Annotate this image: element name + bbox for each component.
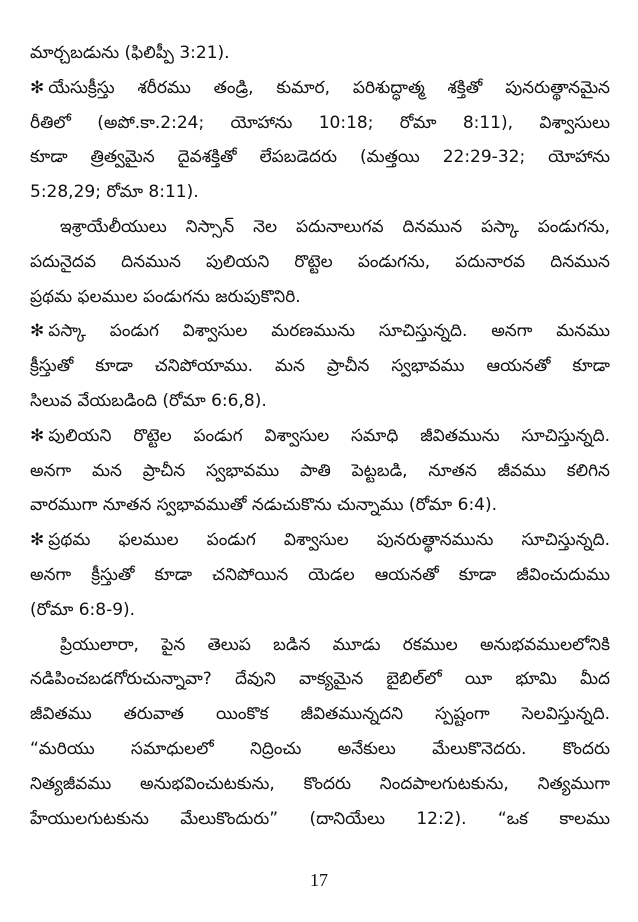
text-line: నిత్యజీవము అనుభవించుటకును, కొందరు నిందపాలగుటకును, నిత్యముగా xyxy=(30,773,610,794)
document-body xyxy=(30,36,610,836)
text-line: పులియని రొట్టెల పండుగ విశ్వాసుల సమాధి జీవితమును సూచిస్తున్నది. xyxy=(48,425,610,446)
text-line: ప్రథమ ఫలముల పండుగ విశ్వాసుల పునరుత్థానమును సూచిస్తున్నది. xyxy=(48,530,610,551)
text-line: అనగా మన ప్రాచీన స్వభావము పాతి పెట్టబడి, నూతన జీవము కలిగిన xyxy=(30,460,610,481)
text-line: అనగా క్రీస్తుతో కూడా చనిపోయిన యెడల ఆయనతో కూడా జీవించుదుము xyxy=(30,564,610,585)
text-line: ప్రథమ ఫలముల పండుగను జరుపుకొనిరి. xyxy=(30,286,301,307)
text-line: రీతిలో (అపో.కా.2:24; యోహాను 10:18; రోమా 8:11), విశ్వాసులు xyxy=(30,112,610,133)
asterisk-bullet-icon: ✻ xyxy=(30,321,45,342)
text-line: కూడా త్రిత్వమైన దైవశక్తితో లేపబడెదరు (మత్తయి 22:29-32; యోహాను xyxy=(30,147,610,168)
text-line: హేయులగుటకును మేలుకొందురు” (దానియేలు 12:2). “ఒక కాలము xyxy=(30,808,610,829)
bullet-line xyxy=(30,314,610,349)
page-number: 17 xyxy=(310,870,328,890)
text-line: ప్రియులారా, పైన తెలుప బడిన మూడు రకముల అనుభవములలోనికి xyxy=(60,634,610,655)
text-line: ఇశ్రాయేలీయులు నిస్సాన్ నెల పదునాలుగవ దినమున పస్కా పండుగను, xyxy=(60,216,610,237)
text-line: “మరియు సమాధులలో నిద్రించు అనేకులు మేలుకొనెదరు. కొందరు xyxy=(30,738,610,759)
bullet-line xyxy=(30,523,610,558)
asterisk-bullet-icon: ✻ xyxy=(30,77,45,98)
bullet-line xyxy=(30,71,610,106)
text-line: (రోమా 6:8-9). xyxy=(30,599,136,620)
text-line: జీవితము తరువాత యింకొక జీవితమున్నదని స్పష్టంగా సెలవిస్తున్నది. xyxy=(30,704,610,725)
text-line: యేసుక్రీస్తు శరీరము తండ్రి, కుమార, పరిశుద్ధాత్మ శక్తితో పునరుత్థానమైన xyxy=(48,77,610,98)
text-line: క్రీస్తుతో కూడా చనిపోయాము. మన ప్రాచీన స్వభావము ఆయనతో కూడా xyxy=(30,356,610,377)
text-line: నడిపించబడగోరుచున్నావా? దేవుని వాక్యమైన బైబిల్‌లో యీ భూమి మీద xyxy=(30,669,610,690)
text-line: వారముగా నూతన స్వభావముతో నడుచుకొను చున్నాము (రోమా 6:4). xyxy=(30,495,498,516)
text-line: సిలువ వేయబడింది (రోమా 6:6,8). xyxy=(30,390,267,411)
text-line: మార్చబడును (ఫిలిప్పీ 3:21). xyxy=(30,43,230,63)
asterisk-bullet-icon: ✻ xyxy=(30,425,45,446)
text-line: పదునైదవ దినమున పులియని రొట్టెల పండుగను, పదునారవ దినమున xyxy=(30,251,610,272)
text-line: 5:28,29; రోమా 8:11). xyxy=(30,182,199,203)
text-line: పస్కా పండుగ విశ్వాసుల మరణమును సూచిస్తున్నది. అనగా మనము xyxy=(48,321,610,342)
bullet-line xyxy=(30,419,610,454)
asterisk-bullet-icon: ✻ xyxy=(30,530,45,551)
